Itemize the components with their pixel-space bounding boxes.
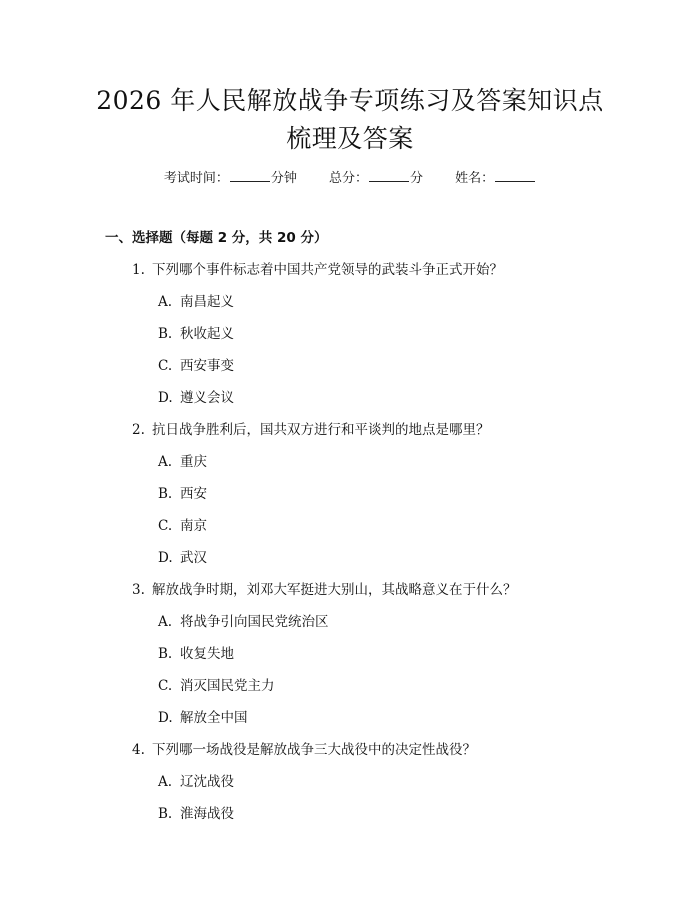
question-number: 4.	[132, 742, 145, 758]
option-3c	[158, 677, 275, 695]
question-1	[132, 261, 503, 279]
option-1b	[158, 325, 234, 343]
section-heading-choice: 一、选择题（每题 2 分，共 20 分）	[105, 230, 328, 246]
option-3b	[158, 645, 234, 663]
option-letter: D.	[158, 710, 173, 726]
question-number: 3.	[132, 582, 145, 598]
question-number: 2.	[132, 422, 145, 438]
option-text: 消灭国民党主力	[180, 678, 275, 694]
option-3d	[158, 709, 248, 727]
option-text: 遵义会议	[180, 390, 234, 406]
option-text: 解放全中国	[180, 710, 248, 726]
option-4a	[158, 773, 234, 791]
question-2	[132, 421, 490, 439]
option-2a	[158, 453, 207, 471]
exam-time-label: 考试时间：	[163, 171, 229, 186]
option-letter: B.	[158, 326, 173, 342]
option-1c	[158, 357, 234, 375]
question-4	[132, 741, 476, 759]
option-1a	[158, 293, 234, 311]
question-3	[132, 581, 517, 599]
total-score-field	[329, 171, 427, 186]
question-text: 下列哪一场战役是解放战争三大战役中的决定性战役？	[152, 742, 476, 758]
total-score-unit: 分	[410, 171, 424, 186]
question-text: 抗日战争胜利后，国共双方进行和平谈判的地点是哪里？	[152, 422, 490, 438]
option-letter: D.	[158, 550, 173, 566]
option-text: 西安	[180, 486, 207, 502]
exam-info	[0, 169, 700, 188]
option-text: 收复失地	[180, 646, 234, 662]
option-letter: A.	[158, 294, 173, 310]
option-text: 南京	[180, 518, 207, 534]
option-letter: B.	[158, 806, 173, 822]
exam-time-blank	[230, 169, 270, 182]
question-number: 1.	[132, 262, 145, 278]
option-letter: A.	[158, 774, 173, 790]
option-letter: D.	[158, 390, 173, 406]
option-letter: A.	[158, 454, 173, 470]
option-letter: C.	[158, 358, 173, 374]
option-letter: B.	[158, 646, 173, 662]
option-2c	[158, 517, 207, 535]
exam-time-unit: 分钟	[270, 171, 297, 186]
option-letter: A.	[158, 614, 173, 630]
option-text: 南昌起义	[180, 294, 234, 310]
option-letter: C.	[158, 678, 173, 694]
option-text: 淮海战役	[180, 806, 234, 822]
total-score-blank	[369, 169, 409, 182]
total-score-label: 总分：	[328, 171, 368, 186]
option-3a	[158, 613, 329, 631]
option-text: 秋收起义	[180, 326, 234, 342]
option-letter: C.	[158, 518, 173, 534]
option-text: 重庆	[180, 454, 207, 470]
option-2d	[158, 549, 207, 567]
question-text: 解放战争时期，刘邓大军挺进大别山，其战略意义在于什么？	[152, 582, 517, 598]
option-text: 将战争引向国民党统治区	[180, 614, 329, 630]
student-name-label: 姓名：	[455, 171, 495, 186]
exam-time-field	[164, 171, 301, 186]
document-title-line-2: 梳理及答案	[286, 124, 414, 153]
student-name-field	[455, 171, 536, 186]
document-title-line-1: 2026 年人民解放战争专项练习及答案知识点	[96, 86, 604, 115]
option-1d	[158, 389, 234, 407]
option-letter: B.	[158, 486, 173, 502]
option-text: 西安事变	[180, 358, 234, 374]
option-4b	[158, 805, 234, 823]
option-text: 武汉	[180, 550, 207, 566]
option-2b	[158, 485, 207, 503]
student-name-blank	[495, 169, 535, 182]
question-text: 下列哪个事件标志着中国共产党领导的武装斗争正式开始？	[152, 262, 503, 278]
option-text: 辽沈战役	[180, 774, 234, 790]
